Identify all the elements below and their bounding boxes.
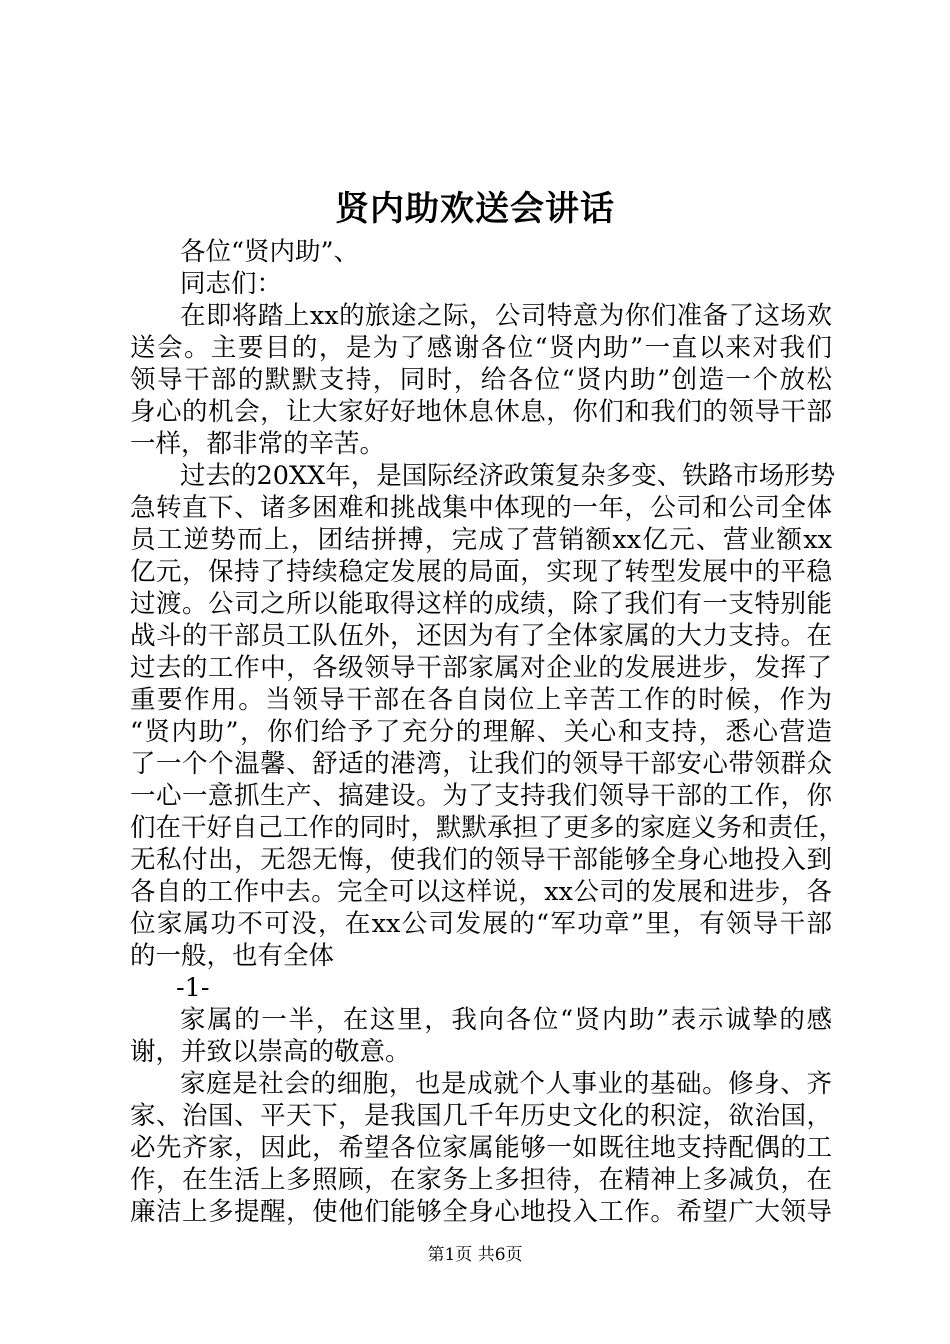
body-line: 一心一意抓生产、搞建设。为了支持我们领导干部的工作，你 <box>130 781 832 811</box>
body-line: 位家属功不可没，在xx公司发展的“军功章”里，有领导干部 <box>130 909 832 939</box>
body-line: 家属的一半，在这里，我向各位“贤内助”表示诚挚的感 <box>180 1005 832 1035</box>
body-line: 身心的机会，让大家好好地休息休息，你们和我们的领导干部 <box>130 397 832 427</box>
body-line: 过渡。公司之所以能取得这样的成绩，除了我们有一支特别能 <box>130 589 832 619</box>
body-line: 员工逆势而上，团结拼搏，完成了营销额xx亿元、营业额xx <box>130 525 832 555</box>
salutation-line: 各位“贤内助”、 <box>180 237 360 267</box>
body-line: 过去的20XX年，是国际经济政策复杂多变、铁路市场形势 <box>180 461 836 491</box>
body-line: 作，在生活上多照顾，在家务上多担待，在精神上多减负，在 <box>130 1165 832 1195</box>
body-line: 谢，并致以崇高的敬意。 <box>130 1037 411 1067</box>
body-line: 过去的工作中，各级领导干部家属对企业的发展进步，发挥了 <box>130 653 832 683</box>
page-marker: -1- <box>176 973 210 1003</box>
page-footer: 第1页 共6页 <box>427 1245 523 1265</box>
document-body <box>130 236 845 1228</box>
body-line: 必先齐家，因此，希望各位家属能够一如既往地支持配偶的工 <box>130 1133 832 1163</box>
body-line: 家、治国、平天下，是我国几千年历史文化的积淀，欲治国， <box>130 1101 832 1131</box>
body-line: 的一般，也有全体 <box>130 941 335 971</box>
body-line: 战斗的干部员工队伍外，还因为有了全体家属的大力支持。在 <box>130 621 832 651</box>
body-line: 送会。主要目的，是为了感谢各位“贤内助”一直以来对我们 <box>130 333 832 363</box>
body-line: “贤内助”，你们给予了充分的理解、关心和支持，悉心营造 <box>130 717 832 747</box>
body-line: 领导干部的默默支持，同时，给各位“贤内助”创造一个放松 <box>130 365 832 395</box>
body-line: 亿元，保持了持续稳定发展的局面，实现了转型发展中的平稳 <box>130 557 832 587</box>
body-line: 在即将踏上xx的旅途之际，公司特意为你们准备了这场欢 <box>180 301 832 331</box>
body-line: 一样，都非常的辛苦。 <box>130 429 386 459</box>
body-line: 无私付出，无怨无悔，使我们的领导干部能够全身心地投入到 <box>130 845 832 875</box>
body-line: 了一个个温馨、舒适的港湾，让我们的领导干部安心带领群众 <box>130 749 832 779</box>
body-line: 急转直下、诸多困难和挑战集中体现的一年，公司和公司全体 <box>130 493 832 523</box>
salutation-line: 同志们： <box>180 269 283 299</box>
body-line: 各自的工作中去。完全可以这样说，xx公司的发展和进步，各 <box>130 877 832 907</box>
body-line: 重要作用。当领导干部在各自岗位上辛苦工作的时候，作为 <box>130 685 832 715</box>
body-line: 家庭是社会的细胞，也是成就个人事业的基础。修身、齐 <box>180 1069 832 1099</box>
document-title: 贤内助欢送会讲话 <box>335 189 615 229</box>
body-line: 廉洁上多提醒，使他们能够全身心地投入工作。希望广大领导 <box>130 1197 832 1227</box>
body-line: 们在干好自己工作的同时，默默承担了更多的家庭义务和责任， <box>130 813 845 843</box>
